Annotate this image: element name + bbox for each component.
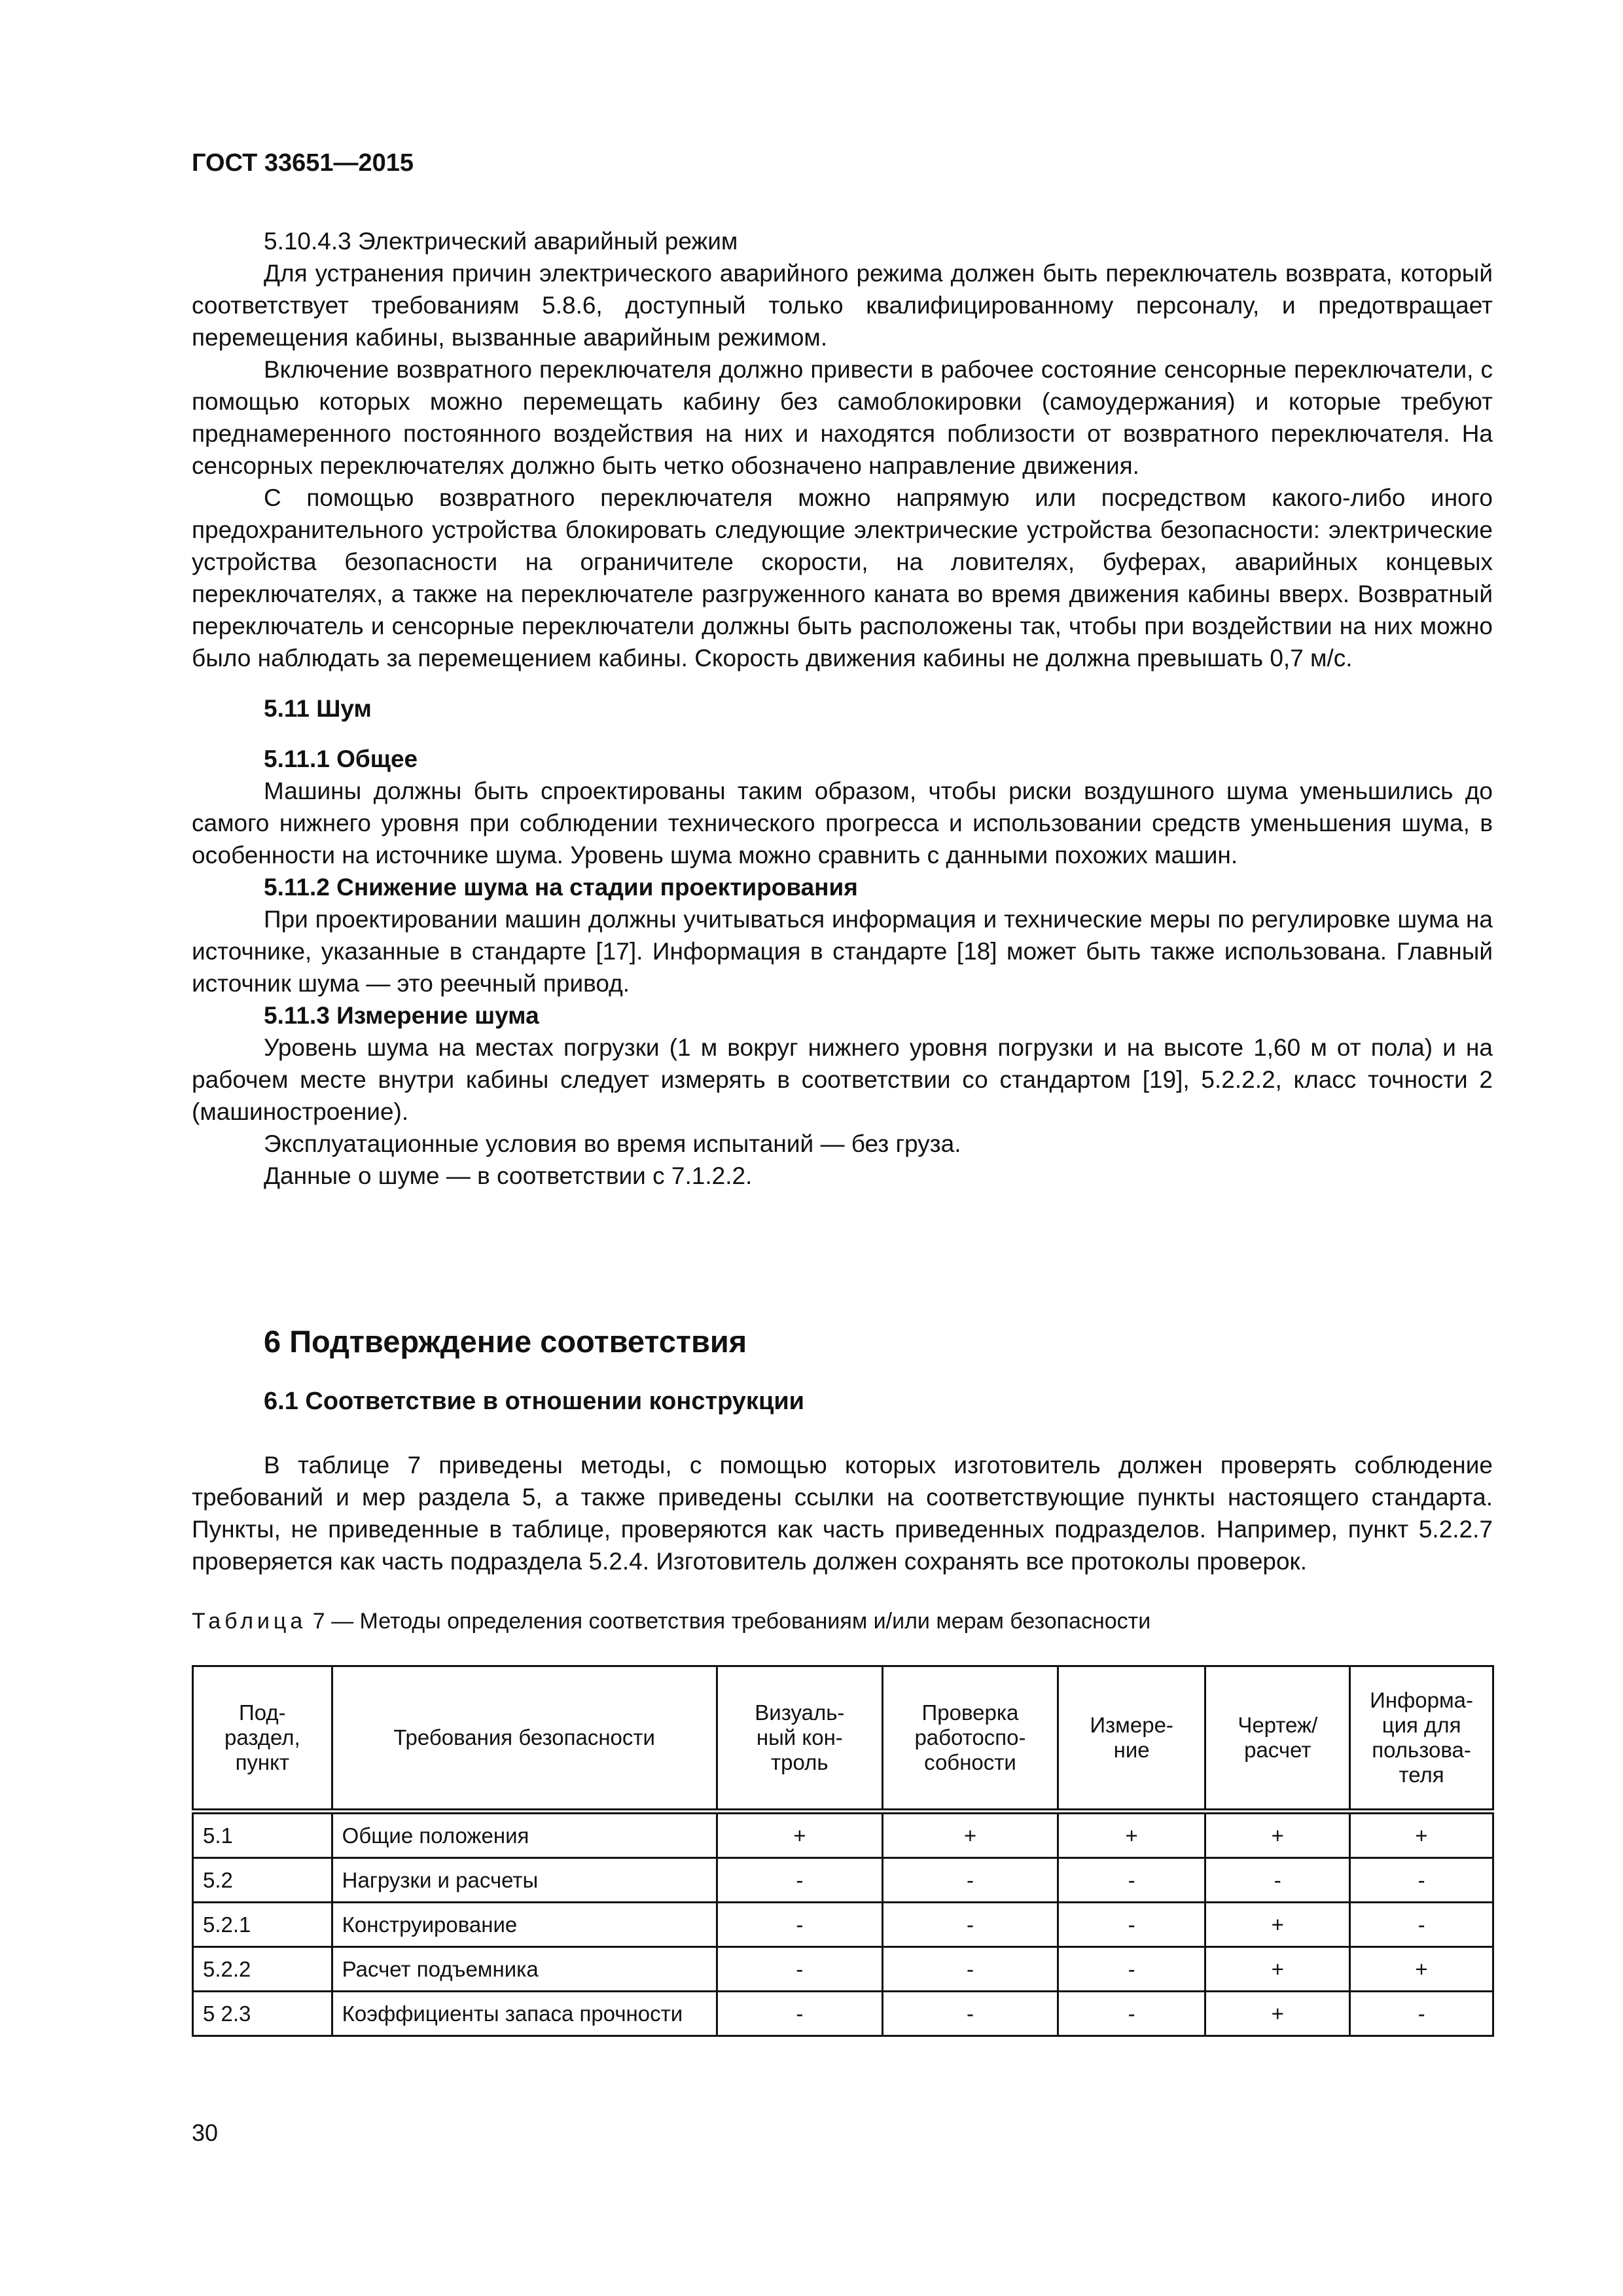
paragraph: Машины должны быть спроектированы таким образом, чтобы риски воздушного шума уменьшились до самого нижнего уровня при соблюдении технического прогресса и использовании средств уменьшения шума, в особенности на источнике шума. Уровень шума можно сравнить с данными похожих машин. bbox=[192, 778, 1493, 869]
method-mark-cell: - bbox=[1205, 1858, 1350, 1903]
paragraph: 5.10.4.3 Электрический аварийный режим bbox=[264, 228, 738, 255]
column-header: Под- раздел, пункт bbox=[193, 1666, 332, 1812]
method-mark-cell: + bbox=[1058, 1812, 1205, 1858]
method-mark-cell: + bbox=[1205, 1903, 1350, 1947]
clause-cell: 5.2.2 bbox=[193, 1947, 332, 1992]
paragraph: При проектировании машин должны учитываться информация и технические меры по регулировке шума на источнике, указанные в стандарте [17]. Информация в стандарте [18] может быть также использована. Главный источник шума — это реечный привод. bbox=[192, 906, 1493, 997]
method-mark-cell: - bbox=[1058, 1992, 1205, 2036]
paragraph: В таблице 7 приведены методы, с помощью которых изготовитель должен проверять соблюдение требований и мер раздела 5, а также приведены ссылки на соответствующие пункты настоящего стандарта. Пункты, не приведенные в таблице, проверяются как часть приведенных подразделов. Например, пункт 5.2.2.7 проверяется как часть подраздела 5.2.4. Изготовитель должен сохранять все протоколы проверок. bbox=[192, 1452, 1493, 1575]
heading-5-11: 5.11 Шум bbox=[264, 695, 372, 722]
paragraph: С помощью возвратного переключателя можно напрямую или посредством какого-либо иного предохранительного устройства блокировать следующие электрические устройства безопасности: электрические устройства безопасности на ограничителе скорости, на ловителях, буферах, аварийных концевых переключателях, а также на переключателе разгруженного каната во время движения кабины вверх. Возвратный переключатель и сенсорные переключатели должны быть расположены так, чтобы при воздействии на них можно было наблюдать за перемещением кабины. Скорость движения кабины не должна превышать 0,7 м/с. bbox=[192, 484, 1493, 672]
method-mark-cell: - bbox=[1058, 1858, 1205, 1903]
paragraph: Включение возвратного переключателя должно привести в рабочее состояние сенсорные переключатели, с помощью которых можно перемещать кабину без самоблокировки (самоудержания) и которые требуют преднамеренного постоянного воздействия на них и находятся поблизости от возвратного переключателя. На сенсорных переключателях должно быть четко обозначено направление движения. bbox=[192, 356, 1493, 479]
column-header: Чертеж/ расчет bbox=[1205, 1666, 1350, 1812]
heading-6-1: 6.1 Соответствие в отношении конструкции bbox=[264, 1388, 805, 1415]
table-row bbox=[193, 1992, 1493, 2036]
page-number: 30 bbox=[192, 2119, 219, 2146]
method-mark-cell: - bbox=[717, 1858, 883, 1903]
method-mark-cell: - bbox=[717, 1992, 883, 2036]
clause-cell: 5 2.3 bbox=[193, 1992, 332, 2036]
requirement-cell: Конструирование bbox=[332, 1903, 717, 1947]
column-header: Проверка работоспо- собности bbox=[883, 1666, 1058, 1812]
column-header: Требования безопасности bbox=[332, 1666, 717, 1812]
table-header-row bbox=[193, 1666, 1493, 1812]
method-mark-cell: - bbox=[717, 1903, 883, 1947]
method-mark-cell: - bbox=[883, 1903, 1058, 1947]
heading-5-11-1: 5.11.1 Общее bbox=[264, 745, 418, 772]
methods-table bbox=[192, 1665, 1494, 2037]
requirement-cell: Нагрузки и расчеты bbox=[332, 1858, 717, 1903]
requirement-cell: Расчет подъемника bbox=[332, 1947, 717, 1992]
method-mark-cell: - bbox=[1058, 1903, 1205, 1947]
section-5-10-4-3 bbox=[192, 225, 1493, 1192]
method-mark-cell: - bbox=[1350, 1903, 1493, 1947]
method-mark-cell: + bbox=[1350, 1947, 1493, 1992]
clause-cell: 5.2.1 bbox=[193, 1903, 332, 1947]
paragraph: Данные о шуме — в соответствии с 7.1.2.2. bbox=[264, 1162, 753, 1189]
requirement-cell: Коэффициенты запаса прочности bbox=[332, 1992, 717, 2036]
method-mark-cell: - bbox=[883, 1947, 1058, 1992]
heading-5-11-2: 5.11.2 Снижение шума на стадии проектирования bbox=[264, 874, 858, 901]
method-mark-cell: - bbox=[1350, 1992, 1493, 2036]
method-mark-cell: - bbox=[1058, 1947, 1205, 1992]
clause-cell: 5.2 bbox=[193, 1858, 332, 1903]
table-caption-title: 7 — Методы определения соответствия требованиям и/или мерам безопасности bbox=[306, 1609, 1151, 1634]
method-mark-cell: - bbox=[883, 1992, 1058, 2036]
document-header: ГОСТ 33651—2015 bbox=[192, 149, 414, 177]
method-mark-cell: + bbox=[1205, 1992, 1350, 2036]
table-row bbox=[193, 1812, 1493, 1858]
method-mark-cell: + bbox=[1350, 1812, 1493, 1858]
table-row bbox=[193, 1858, 1493, 1903]
section-6-1 bbox=[192, 1449, 1493, 1577]
column-header: Информа- ция для пользова- теля bbox=[1350, 1666, 1493, 1812]
heading-6: 6 Подтверждение соответствия bbox=[264, 1324, 747, 1359]
heading-5-11-3: 5.11.3 Измерение шума bbox=[264, 1002, 539, 1029]
method-mark-cell: + bbox=[1205, 1812, 1350, 1858]
paragraph: Эксплуатационные условия во время испытаний — без груза. bbox=[264, 1130, 961, 1157]
column-header: Измере- ние bbox=[1058, 1666, 1205, 1812]
table-row bbox=[193, 1947, 1493, 1992]
paragraph: Уровень шума на местах погрузки (1 м вокруг нижнего уровня погрузки и на высоте 1,60 м от пола) и на рабочем месте внутри кабины следует измерять в соответствии со стандартом [19], 5.2.2.2, класс точности 2 (машиностроение). bbox=[192, 1034, 1493, 1125]
clause-cell: 5.1 bbox=[193, 1812, 332, 1858]
table-caption-label: Таблица bbox=[192, 1609, 307, 1634]
method-mark-cell: + bbox=[1205, 1947, 1350, 1992]
method-mark-cell: + bbox=[883, 1812, 1058, 1858]
requirement-cell: Общие положения bbox=[332, 1812, 717, 1858]
paragraph: Для устранения причин электрического аварийного режима должен быть переключатель возврата, который соответствует требованиям 5.8.6, доступный только квалифицированному персоналу, и предотвращает перемещения кабины, вызванные аварийным режимом. bbox=[192, 260, 1493, 351]
table-row bbox=[193, 1903, 1493, 1947]
table-caption bbox=[192, 1609, 1150, 1634]
method-mark-cell: - bbox=[883, 1858, 1058, 1903]
column-header: Визуаль- ный кон- троль bbox=[717, 1666, 883, 1812]
method-mark-cell: - bbox=[1350, 1858, 1493, 1903]
method-mark-cell: - bbox=[717, 1947, 883, 1992]
method-mark-cell: + bbox=[717, 1812, 883, 1858]
